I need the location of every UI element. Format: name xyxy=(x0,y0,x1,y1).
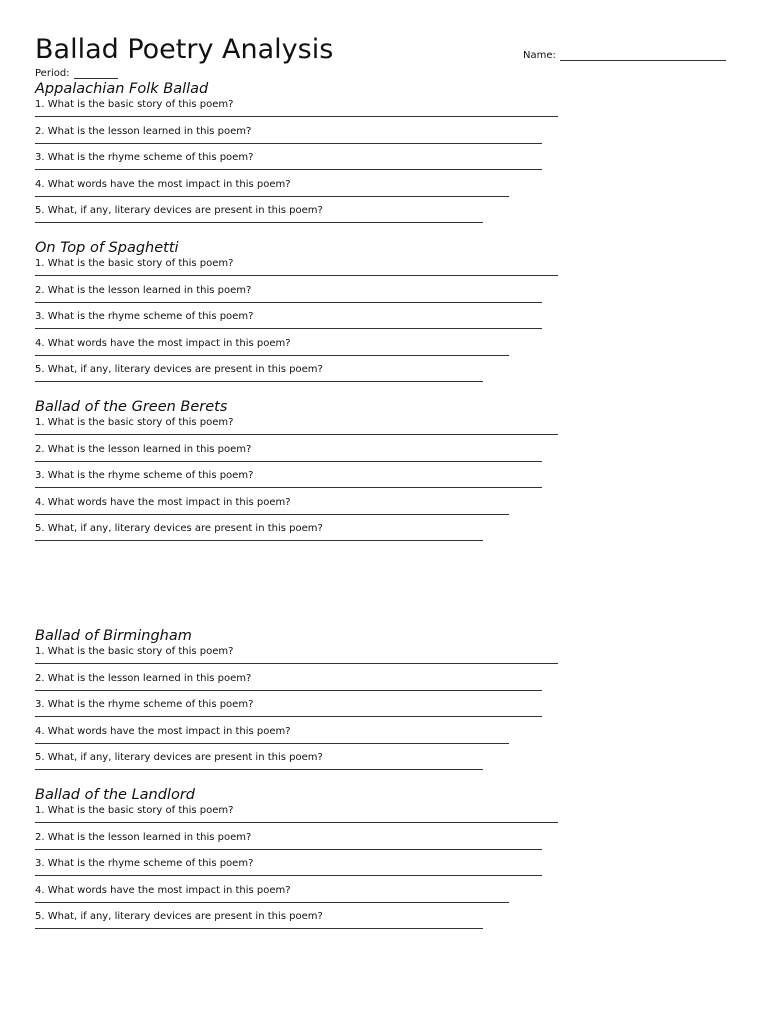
answer-line[interactable] xyxy=(35,743,509,744)
section-title: Ballad of the Landlord xyxy=(35,787,196,803)
answer-line[interactable] xyxy=(35,822,558,823)
answer-line[interactable] xyxy=(35,514,509,515)
answer-line[interactable] xyxy=(35,461,542,462)
answer-line[interactable] xyxy=(35,902,509,903)
question-lesson xyxy=(35,125,635,152)
answer-line[interactable] xyxy=(35,540,483,541)
poem-section-ballad-of-birmingham xyxy=(35,628,635,778)
name-blank-line[interactable] xyxy=(560,49,726,61)
period-label: Period: xyxy=(35,68,70,79)
question-text: 3. What is the rhyme scheme of this poem? xyxy=(35,470,254,481)
question-literary-devices xyxy=(35,204,635,231)
question-text: 3. What is the rhyme scheme of this poem? xyxy=(35,311,254,322)
question-text: 4. What words have the most impact in this poem? xyxy=(35,178,291,190)
question-rhyme-scheme xyxy=(35,469,635,496)
page-title: Ballad Poetry Analysis xyxy=(35,34,334,65)
question-text: 5. What, if any, literary devices are present in this poem? xyxy=(35,752,323,763)
question-text: 5. What, if any, literary devices are present in this poem? xyxy=(35,911,323,922)
question-text: 1. What is the basic story of this poem? xyxy=(35,646,234,657)
question-impact-words xyxy=(35,884,635,911)
name-label: Name: xyxy=(523,50,556,61)
answer-line[interactable] xyxy=(35,302,542,303)
question-literary-devices xyxy=(35,522,635,549)
question-rhyme-scheme xyxy=(35,310,635,337)
question-story xyxy=(35,257,635,284)
question-text: 4. What words have the most impact in this poem? xyxy=(35,884,291,896)
question-text: 1. What is the basic story of this poem? xyxy=(35,805,234,816)
answer-line[interactable] xyxy=(35,716,542,717)
question-text: 2. What is the lesson learned in this poem? xyxy=(35,672,252,684)
answer-line[interactable] xyxy=(35,196,509,197)
question-literary-devices xyxy=(35,363,635,390)
section-title: Appalachian Folk Ballad xyxy=(35,81,209,97)
question-lesson xyxy=(35,443,635,470)
question-text: 1. What is the basic story of this poem? xyxy=(35,99,234,110)
answer-line[interactable] xyxy=(35,875,542,876)
question-text: 2. What is the lesson learned in this poem? xyxy=(35,125,252,137)
question-text: 3. What is the rhyme scheme of this poem? xyxy=(35,152,254,163)
answer-line[interactable] xyxy=(35,690,542,691)
answer-line[interactable] xyxy=(35,116,558,117)
question-lesson xyxy=(35,284,635,311)
section-title: Ballad of Birmingham xyxy=(35,628,192,644)
answer-line[interactable] xyxy=(35,143,542,144)
question-story xyxy=(35,98,635,125)
question-text: 5. What, if any, literary devices are present in this poem? xyxy=(35,205,323,216)
question-literary-devices xyxy=(35,910,635,937)
question-impact-words xyxy=(35,178,635,205)
poem-section-appalachian-folk-ballad xyxy=(35,81,635,231)
answer-line[interactable] xyxy=(35,355,509,356)
question-text: 2. What is the lesson learned in this poem? xyxy=(35,284,252,296)
answer-line[interactable] xyxy=(35,663,558,664)
answer-line[interactable] xyxy=(35,487,542,488)
section-title: On Top of Spaghetti xyxy=(35,240,179,256)
question-text: 1. What is the basic story of this poem? xyxy=(35,417,234,428)
answer-line[interactable] xyxy=(35,381,483,382)
question-text: 4. What words have the most impact in this poem? xyxy=(35,496,291,508)
question-text: 2. What is the lesson learned in this poem? xyxy=(35,443,252,455)
question-story xyxy=(35,804,635,831)
answer-line[interactable] xyxy=(35,849,542,850)
question-text: 3. What is the rhyme scheme of this poem? xyxy=(35,699,254,710)
question-story xyxy=(35,645,635,672)
question-literary-devices xyxy=(35,751,635,778)
answer-line[interactable] xyxy=(35,328,542,329)
question-text: 5. What, if any, literary devices are present in this poem? xyxy=(35,364,323,375)
period-blank-line[interactable] xyxy=(74,67,118,79)
question-rhyme-scheme xyxy=(35,857,635,884)
question-text: 4. What words have the most impact in this poem? xyxy=(35,337,291,349)
question-text: 1. What is the basic story of this poem? xyxy=(35,258,234,269)
question-lesson xyxy=(35,831,635,858)
question-rhyme-scheme xyxy=(35,698,635,725)
answer-line[interactable] xyxy=(35,928,483,929)
name-field[interactable] xyxy=(523,49,726,61)
question-text: 4. What words have the most impact in this poem? xyxy=(35,725,291,737)
answer-line[interactable] xyxy=(35,434,558,435)
question-story xyxy=(35,416,635,443)
question-lesson xyxy=(35,672,635,699)
question-text: 2. What is the lesson learned in this poem? xyxy=(35,831,252,843)
question-impact-words xyxy=(35,725,635,752)
question-impact-words xyxy=(35,337,635,364)
poem-section-ballad-of-the-landlord xyxy=(35,787,635,937)
section-title: Ballad of the Green Berets xyxy=(35,399,228,415)
question-text: 5. What, if any, literary devices are present in this poem? xyxy=(35,523,323,534)
poem-section-on-top-of-spaghetti xyxy=(35,240,635,390)
question-rhyme-scheme xyxy=(35,151,635,178)
answer-line[interactable] xyxy=(35,275,558,276)
question-text: 3. What is the rhyme scheme of this poem? xyxy=(35,858,254,869)
answer-line[interactable] xyxy=(35,222,483,223)
answer-line[interactable] xyxy=(35,769,483,770)
period-field[interactable] xyxy=(35,67,118,79)
question-impact-words xyxy=(35,496,635,523)
poem-section-ballad-of-the-green-berets xyxy=(35,399,635,549)
answer-line[interactable] xyxy=(35,169,542,170)
